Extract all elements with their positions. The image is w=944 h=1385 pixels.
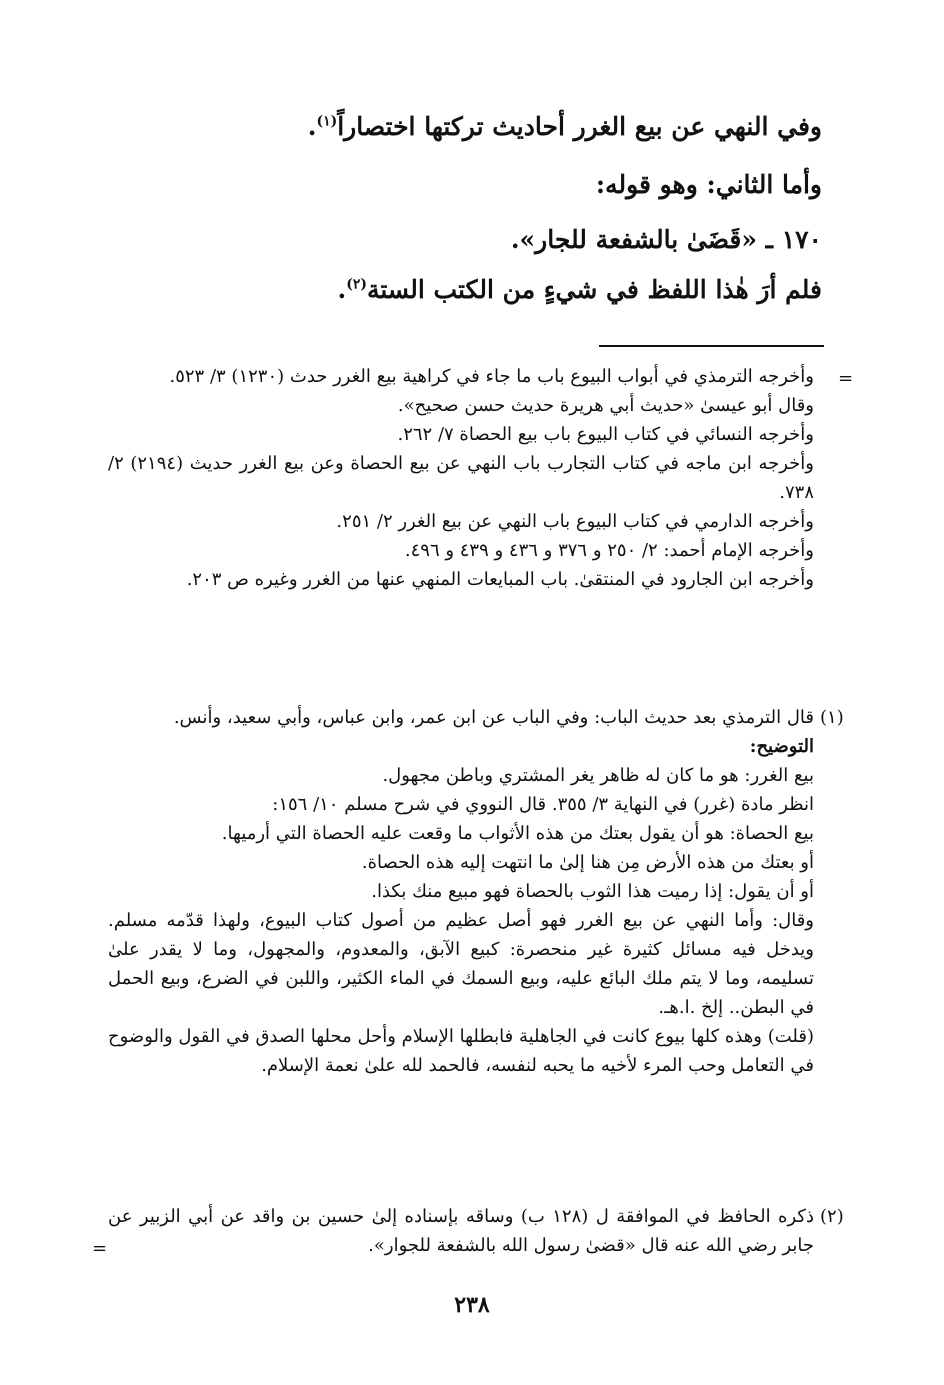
- footnote-1: [108, 703, 814, 1080]
- footnote-line: وأخرجه الدارمي في كتاب البيوع باب النهي عن بيع الغرر ٢/ ٢٥١.: [336, 511, 814, 532]
- footnote-line: ذكره الحافظ في الموافقة ل (١٢٨ ب) وساقه بإسناده إلىٰ حسين بن واقد عن أبي الزبير عن جابر رضي الله عنه قال «قضىٰ رسول الله بالشفعة للجوار».: [108, 1206, 814, 1256]
- main-text-line-4-end: .: [337, 275, 347, 304]
- footnote-line: قال الترمذي بعد حديث الباب: وفي الباب عن ابن عمر، وابن عباس، وأبي سعيد، وأنس.: [173, 707, 814, 728]
- footnote-line: وأخرجه ابن ماجه في كتاب التجارب باب النهي عن بيع الحصاة وعن بيع الغرر حديث (٢١٩٤) ٢/ ٧٣٨.: [108, 453, 814, 503]
- main-text-line-4-body: فلم أرَ هٰذا اللفظ في شيءٍ من الكتب الستة: [366, 275, 822, 304]
- hadith-170: ١٧٠ ـ «قَضَىٰ بالشفعة للجار».: [510, 225, 822, 254]
- footnote-line: بيع الغرر: هو ما كان له ظاهر يغر المشتري وباطن مجهول.: [382, 765, 814, 786]
- footnote-continued: [108, 362, 814, 594]
- main-text-line-1: [308, 112, 822, 141]
- clarification-heading: التوضيح:: [749, 736, 814, 757]
- main-text-line-4: [337, 275, 822, 304]
- footnote-line: أو بعتك من هذه الأرض مِن هنا إلىٰ ما انتهت إليه هذه الحصاة.: [361, 852, 814, 873]
- footnote-line: بيع الحصاة: هو أن يقول بعتك من هذه الأثواب ما وقعت عليه الحصاة التي أرميها.: [221, 823, 814, 844]
- footnote-line: وأخرجه الإمام أحمد: ٢/ ٢٥٠ و ٣٧٦ و ٤٣٦ و ٤٣٩ و ٤٩٦.: [404, 540, 814, 561]
- main-text-line-1-body: وفي النهي عن بيع الغرر أحاديث تركتها اختصاراً: [337, 112, 822, 141]
- footnote-line: وقال: وأما النهي عن بيع الغرر فهو أصل عظيم من أصول كتاب البيوع، ولهذا قدّمه مسلم. ويدخل فيه مسائل كثيرة غير منحصرة: كبيع الآبق، والمعدوم، والمجهول، وما لا يقدر علىٰ تسليمه، وما لا يتم ملك البائع عليه، وبيع السمك في الماء الكثير، واللبن في الضرع، وبيع الحمل في البطن.. إلخ .ا.هـ.: [108, 910, 814, 1018]
- footnote-1-marker: (١): [820, 707, 844, 728]
- footnote-line: أو أن يقول: إذا رميت هذا الثوب بالحصاة فهو مبيع منك بكذا.: [371, 881, 814, 902]
- footnote-line: وأخرجه ابن الجارود في المنتقىٰ. باب المبايعات المنهي عنها من الغرر وغيره ص ٢٠٣.: [186, 569, 814, 590]
- page-number: ٢٣٨: [454, 1292, 490, 1318]
- continuation-marker: =: [838, 368, 854, 389]
- footnote-2: [108, 1202, 814, 1260]
- main-text-line-1-end: .: [307, 112, 317, 141]
- continues-next-page-marker: =: [92, 1238, 108, 1259]
- footnote-ref-2: (٢): [346, 276, 367, 293]
- footnote-line: وقال أبو عيسىٰ «حديث أبي هريرة حديث حسن صحيح».: [397, 395, 814, 416]
- footnote-line: وأخرجه الترمذي في أبواب البيوع باب ما جاء في كراهية بيع الغرر حدث (١٢٣٠) ٣/ ٥٢٣.: [169, 366, 814, 387]
- main-text-line-2: وأما الثاني: وهو قوله:: [595, 170, 822, 199]
- footnote-ref-1: (١): [316, 113, 338, 130]
- footnote-2-marker: (٢): [820, 1206, 844, 1227]
- footnote-line: (قلت) وهذه كلها بيوع كانت في الجاهلية فابطلها الإسلام وأحل محلها الصدق في القول والوضوح في التعامل وحب المرء لأخيه ما يحبه لنفسه، فالحمد لله علىٰ نعمة الإسلام.: [108, 1026, 814, 1076]
- footnote-separator: [599, 345, 824, 347]
- footnote-line: وأخرجه النسائي في كتاب البيوع باب بيع الحصاة ٧/ ٢٦٢.: [397, 424, 814, 445]
- footnote-line: انظر مادة (غرر) في النهاية ٣/ ٣٥٥. قال النووي في شرح مسلم ١٠/ ١٥٦:: [272, 794, 814, 815]
